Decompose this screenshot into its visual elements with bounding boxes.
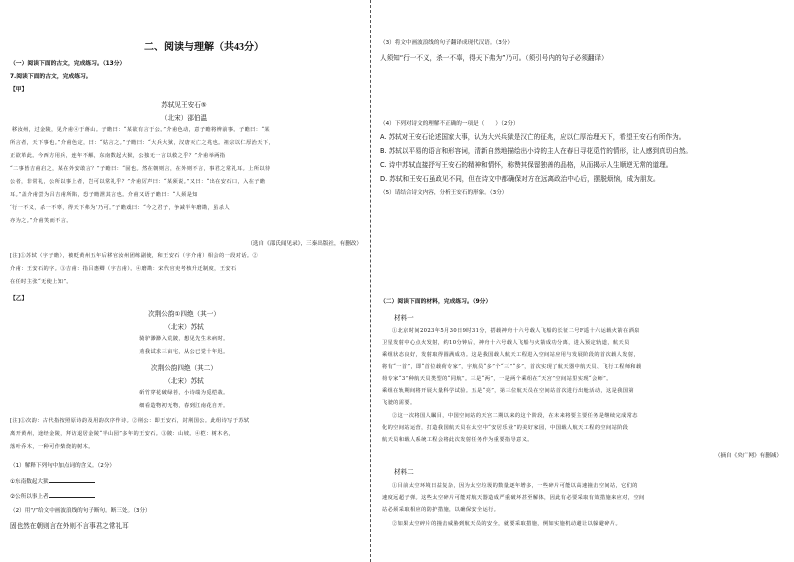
question-5: （5）请结合诗文内容，分析王安石的形象。（3分） bbox=[380, 190, 508, 196]
note-line: [注]①苏轼（字子瞻），被贬黄州五年后移官汝州团练副使，和王安石（字介甫）相会的一段对话。② bbox=[10, 253, 259, 259]
question-1a-text: ①东南数起大狱 bbox=[10, 479, 49, 485]
note-line: 离开黄州，途经金陵，拜访退居金陵“半山园”多年的王安石。③陂：山坡。④桤：树木名， bbox=[10, 431, 235, 437]
question-1b-text: ②公所以事上者 bbox=[10, 494, 49, 500]
question-2: （2）用“/”给文中画波浪线的句子断句。断三处。（3分） bbox=[10, 508, 151, 514]
material-1-label: 材料一 bbox=[394, 314, 414, 322]
question-3-sentence: 人须知“行一不义，杀一不辜，得天下弗为”乃可。（须引号内的句子必须翻译） bbox=[380, 54, 608, 62]
passage-line: 移汝州，过金陵，见介甫④于蒋山。子瞻曰：“某欲有言于公。”介甫色动，意子瞻将辨前事。子瞻曰：“某 bbox=[12, 127, 270, 133]
poem-line: 细看造物初无物，春到江南花自开。 bbox=[139, 403, 229, 409]
poem-line: 骑驴渺渺入荒陂，想见先生未病时。 bbox=[139, 336, 229, 342]
poem-1-author: （北宋）苏轼 bbox=[164, 323, 204, 331]
poem-line: 斫竹穿花破绿苔，小诗端为觅桤栽。 bbox=[139, 390, 229, 396]
answer-blank[interactable] bbox=[49, 491, 95, 498]
passage-line: 公者，非常礼，公所以事上者，岂可以常礼乎？”介甫厉声曰：“某须说。”又曰：“出在安石口，入在子瞻 bbox=[10, 179, 266, 185]
question-2-sentence: 固也然在朝则言在外则不言事君之常礼耳 bbox=[10, 522, 129, 530]
question-1: （1）解释下列句中加点词的含义。（2分） bbox=[10, 463, 116, 469]
poem-2-title: 次荆公韵四绝（其二） bbox=[151, 364, 217, 372]
passage-line: ‘行一不义，杀一不辜，得天下弗为’乃可。”子瞻戏曰：“今之君子，争减半年磨勘，虽杀人 bbox=[10, 205, 230, 211]
material-line: 站必须采取相应的防护措施，以确保安全运行。 bbox=[382, 507, 500, 513]
material-line: 乘组状态良好，发射取得圆满成功。这是我国载人航天工程进入空间站应用与发展阶段的首次载人发射， bbox=[382, 352, 640, 358]
material-line: 荷专家“3”种航天员类型的“同航”。三是“两”，一是两个乘组在“天宫”空间站里实现“会师”。 bbox=[382, 376, 612, 382]
option-a[interactable]: A. 苏轼对王安石论述国家大事，认为大兴兵狱是汉亡的征兆，应以仁厚治理天下，希望王安石有所作为。 bbox=[380, 133, 686, 141]
material-1-source: （摘自《央广网》有删减） bbox=[714, 453, 782, 459]
passage-line: 亦为之。”介甫笑而不言。 bbox=[10, 218, 72, 224]
option-c[interactable]: C. 诗中苏轼直接抒写王安石的精神和情怀，称赞其保留独善的品格，从而揭示人生顺逆无常的道理。 bbox=[380, 161, 673, 169]
material-line: 卫星发射中心点火发射，约10分钟后，神舟十六号载人飞船与火箭成功分离，进入预定轨道，航天员 bbox=[382, 340, 630, 346]
option-d[interactable]: D. 苏轼和王安石虽政见不同，但在诗文中都确保对方在远离政治中心后，摆脱烦恼，成为朋友。 bbox=[380, 175, 660, 183]
material-line: ②这一次将国人瞩目，中国空间站的天宫二期以来的这个阶段，在未来将要主要任务是继续完成常态 bbox=[392, 413, 638, 419]
material-line: 化的空间站运营，打造我国航天员在太空中“安居乐业”的美好家园，中国载人航天工程的空间站阶段 bbox=[382, 425, 629, 431]
material-line: 速度远超子弹。这些太空碎片可能对航天器造成严重破坏甚至解体，因此有必要采取有效措施来应对，空间 bbox=[382, 495, 645, 501]
note-line: 介甫：王安石的字。③吉甫：指吕惠卿（字吉甫）。④磨勘：宋代官吏考核升迁制度，王安石 bbox=[10, 266, 237, 272]
passage-line: 耳。”盖介甫尝为吕吉甫所陷，恐子瞻泄其言也。介甫又语子瞻曰：“人须是知 bbox=[10, 192, 198, 198]
option-b[interactable]: B. 苏轼以平易的语言和形容词，清新自然地描绘出小诗的主人在春日寻花觅竹的情形，让人感到真切自然。 bbox=[380, 147, 693, 155]
section-title: 二、阅读与理解（共43分） bbox=[144, 42, 264, 53]
answer-blank[interactable] bbox=[49, 476, 95, 483]
question-4: （4）下列对诗文的理解不正确的一项是（ ）（2分） bbox=[380, 121, 519, 127]
passage-jia-label: 【甲】 bbox=[10, 87, 28, 93]
poem-2-author: （北宋）苏轼 bbox=[164, 377, 204, 385]
passage-yi-label: 【乙】 bbox=[10, 296, 28, 302]
material-line: 飞驶的需要。 bbox=[382, 400, 416, 406]
material-line: 航天员和载人系统工程会将此次发射任务作为重要指导意义。 bbox=[382, 437, 533, 443]
question-1a bbox=[10, 476, 95, 485]
poem-1-title: 次荆公韵①四绝（其一） bbox=[148, 310, 220, 318]
material-2-label: 材料二 bbox=[394, 468, 414, 476]
material-line: ①目前太空环境日益复杂，因为太空垃圾的数量逐年增多，一些碎片可能以高速撞击空间站，它们的 bbox=[392, 483, 638, 489]
note-line: [注]①次韵：古代指按照原诗韵及用韵次序作诗。②荆公：即王安石，封荆国公。此组诗写于苏轼 bbox=[10, 418, 250, 424]
question-3: （3）将文中画波浪线的句子翻译成现代汉语。（3分） bbox=[380, 40, 513, 46]
part2-heading: （二）阅读下面的材料，完成练习。（9分） bbox=[380, 299, 492, 305]
material-line: 乘组在轨期间将开展大量科学试验。五是“亮”，第三位航天员在空间站首次进行出舱活动，这是我国第 bbox=[382, 388, 634, 394]
passage-line: 正欲革此。今西方用兵，连年不解，东南数起大狱，公独无一言以救之乎？”介甫举两指 bbox=[10, 153, 226, 159]
binding-divider bbox=[370, 0, 371, 562]
passage-jia-title: 苏轼见王安石⑤ bbox=[161, 101, 207, 109]
material-line: ①北京时间2023年5月30日9时31分，搭载神舟十六号载人飞船的长征二号F遥十六运载火箭在酒泉 bbox=[392, 328, 640, 334]
passage-line: 所言者，天下事也。”介甫色定，曰：“姑言之。”子瞻曰：“大兵大狱，汉唐灭亡之兆也。祖宗以仁厚治天下， bbox=[10, 140, 275, 146]
note-line: 在任时主张“无使上知”。 bbox=[10, 279, 72, 285]
question-1b bbox=[10, 491, 95, 500]
part1-heading: （一）阅读下面的古文，完成练习。（13分） bbox=[10, 61, 126, 67]
poem-line: 劝我试求三亩宅，从公已觉十年迟。 bbox=[139, 349, 229, 355]
passage-jia-source: （选自《邵氏闻见录》，三秦出版社，有删改） bbox=[247, 241, 362, 247]
passage-jia-author: （北宋）邵伯温 bbox=[160, 114, 208, 122]
note-line: 落叶乔木，一种可作柴烧的树木。 bbox=[10, 444, 94, 450]
material-line: ②如果太空碎片的撞击威胁到航天员的安全，就要采取措施，例如实施机动避让以躲避碎片。 bbox=[392, 521, 622, 527]
passage-line: “二事皆吉甫启之，某在外安敢言？”子瞻曰：“固也。然在朝则言，在外则不言，事君之常礼耳。上所以待 bbox=[10, 166, 271, 172]
question-7-intro: 7.阅读下面的古文，完成练习。 bbox=[10, 74, 92, 80]
material-line: 将有“一首”，即“首位载荷专家”，宇航员“多”个“三”“多”，首次实现了航天器中航天员、飞行工程师和载 bbox=[382, 364, 642, 370]
